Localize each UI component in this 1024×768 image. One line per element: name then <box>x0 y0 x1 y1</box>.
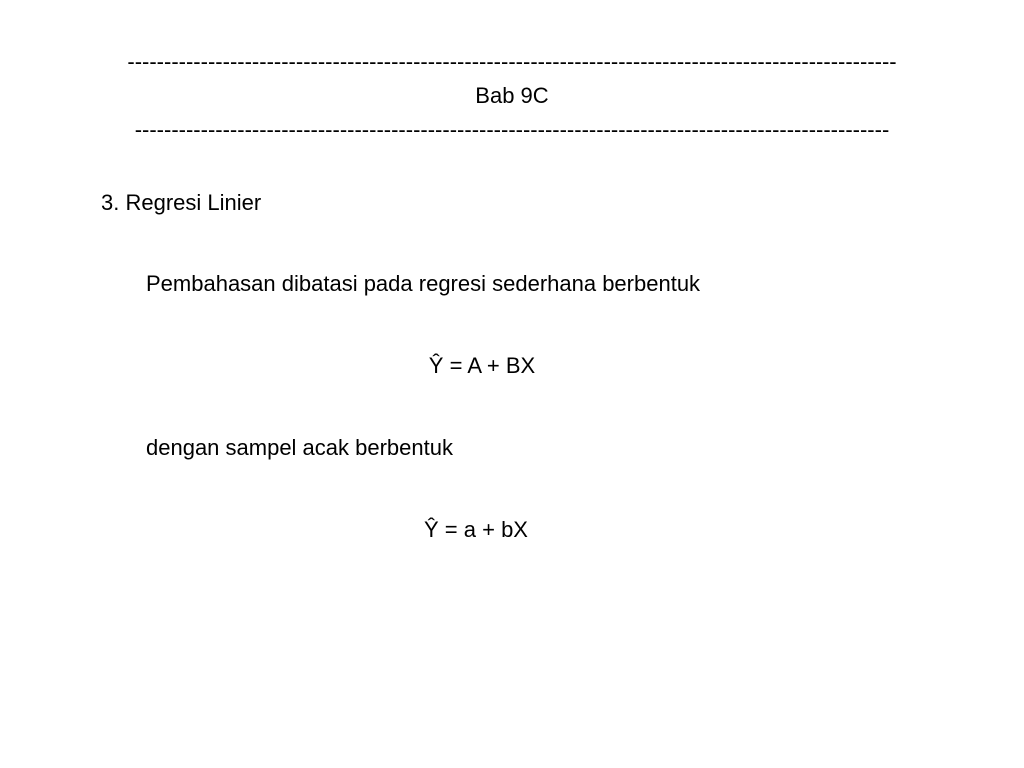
paragraph-intro: Pembahasan dibatasi pada regresi sederhana berbentuk <box>146 271 701 296</box>
sample-regression-formula: Ŷ = a + bX <box>424 517 528 542</box>
slide-title: Bab 9C <box>475 83 549 108</box>
bottom-dashed-rule: ------------------------------------------------------------------------------------------------------- <box>134 118 890 142</box>
section-heading: 3. Regresi Linier <box>101 190 262 215</box>
top-dashed-rule: --------------------------------------------------------------------------------------------------------- <box>127 50 897 74</box>
population-regression-formula: Ŷ = A + BX <box>428 353 536 378</box>
paragraph-sample: dengan sampel acak berbentuk <box>146 435 453 460</box>
